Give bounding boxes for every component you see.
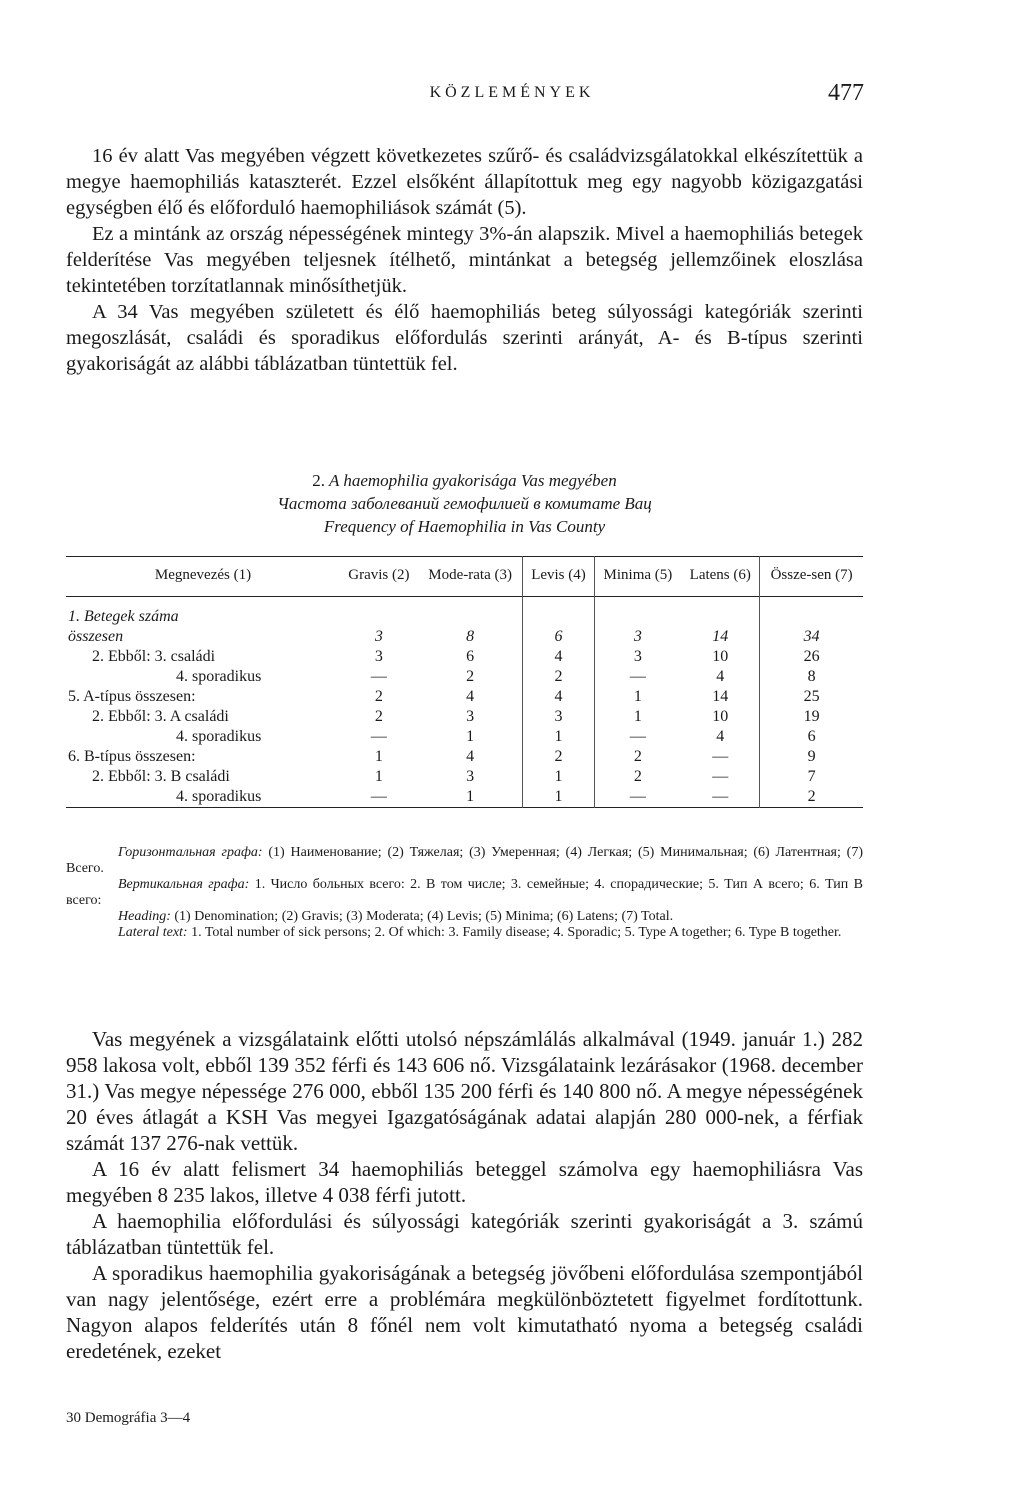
table-cell: 1 <box>466 728 475 745</box>
table-cell: — <box>712 788 729 805</box>
table-cell: 2 <box>594 747 681 767</box>
table-cell <box>340 597 418 628</box>
note-en-lateral: Lateral text: 1. Total number of sick persons; 2. Of which: 3. Family disease; 4. Sporadic; 5. Type A together; 6. Type B together. <box>118 925 842 940</box>
header-total: Össze-sen (7) <box>760 557 863 597</box>
table-caption <box>66 469 863 538</box>
table-cell: — <box>594 787 681 808</box>
table-cell: 6 <box>523 627 594 647</box>
table-cell: 2 <box>374 708 383 725</box>
table-cell: 9 <box>760 747 863 767</box>
table-cell: 3 <box>594 627 681 647</box>
table-cell: 6 <box>466 648 475 665</box>
table-cell: 3 <box>523 707 594 727</box>
table-cell: 25 <box>760 687 863 707</box>
row-label: 2. Ebből: 3. B családi <box>92 768 230 785</box>
table-cell: 4 <box>466 748 475 765</box>
table-cell: 4 <box>716 668 725 685</box>
table-row <box>66 687 863 707</box>
row-label: összesen <box>68 628 124 645</box>
frequency-table <box>66 556 863 808</box>
page-footer: 30 Demográfia 3—4 <box>66 1410 191 1426</box>
table-cell: — <box>370 668 387 685</box>
table-cell: 2 <box>760 787 863 808</box>
intro-text <box>66 143 863 377</box>
row-label: 4. sporadikus <box>176 728 262 745</box>
table-title-en: Frequency of Haemophilia in Vas County <box>323 517 606 536</box>
table-cell: 3 <box>594 647 681 667</box>
note-ru-lateral: Вертикальная графа: 1. Число больных всего: 2. В том числе; 3. семейные; 4. спорадические; 5. Тип А всего; 6. Тип В всего: <box>66 877 864 908</box>
table-cell: 8 <box>760 667 863 687</box>
table-cell <box>681 597 759 628</box>
header-gravis: Gravis (2) <box>348 567 410 583</box>
table-title: A haemophilia gyakorisága Vas megyében <box>329 471 617 490</box>
table-cell: — <box>594 727 681 747</box>
table-cell: 4 <box>716 728 725 745</box>
table-cell: — <box>370 788 387 805</box>
table-notes <box>66 845 863 941</box>
table-row <box>66 707 863 727</box>
table-cell: 2 <box>523 747 594 767</box>
table-row <box>66 647 863 667</box>
table-cell: 3 <box>466 708 475 725</box>
table-cell <box>594 597 681 628</box>
table-cell: 8 <box>466 628 475 645</box>
table-row <box>66 767 863 787</box>
table-cell: 7 <box>760 767 863 787</box>
table-cell: 1 <box>523 767 594 787</box>
row-label: 4. sporadikus <box>176 668 262 685</box>
table-cell: 1 <box>466 788 475 805</box>
table-cell <box>418 597 523 628</box>
table-cell: 26 <box>760 647 863 667</box>
table-cell: 2 <box>466 668 475 685</box>
table-row <box>66 787 863 808</box>
table-cell: 3 <box>466 768 475 785</box>
table-cell: 4 <box>523 687 594 707</box>
paragraph: A 34 Vas megyében született és élő haemophiliás beteg súlyossági kategóriák szerinti megoszlását, családi és sporadikus előfordulás szerinti arányát, A- és B-típus szerinti gyakoriságát az alábbi táblázatban tüntettük fel. <box>66 301 863 375</box>
table-row <box>66 667 863 687</box>
row-label: 6. B-típus összesen: <box>68 748 196 765</box>
table-cell: 14 <box>712 628 729 645</box>
table-cell: 3 <box>374 628 383 645</box>
table-row <box>66 627 863 647</box>
paragraph: A sporadikus haemophilia gyakoriságának a betegség jövőbeni előfordulása szempontjából van nagy jelentősége, ezért erre a problémára megkülönböztetett figyelmet fordítottunk. Nagyon alapos felderítés után 8 főnél nem volt kimutatható nyoma a betegség családi eredetének, ezeket <box>66 1261 863 1363</box>
row-label: 2. Ebből: 3. családi <box>92 648 216 665</box>
row-label: 4. sporadikus <box>176 788 262 805</box>
lower-text <box>66 1026 863 1364</box>
header-moderata: Mode-rata (3) <box>428 567 512 583</box>
paragraph: Ez a mintánk az ország népességének mintegy 3%-án alapszik. Mivel a haemophiliás betegek felderítése Vas megyében teljesnek ítélhető, mintánkat a betegség jellemzőinek eloszlása tekintetében torzítatlannak minősíthetjük. <box>66 223 863 297</box>
paragraph: Vas megyének a vizsgálataink előtti utolsó népszámlálás alkalmával (1949. január 1.) 282 958 lakosa volt, ebből 139 352 férfi és 143 606 nő. Vizsgálataink lezárásakor (1968. december 31.) Vas megye népessége 276 000, ebből 135 200 férfi és 140 800 nő. A megye népességének 20 éves átlagát a KSH Vas megyei Igazgatóságának adatai alapján 280 000-nek, a férfiak számát 137 276-nak vettük. <box>66 1027 863 1155</box>
page-number: 477 <box>828 80 864 106</box>
header-minima: Minima (5) <box>594 557 681 597</box>
table-cell: 14 <box>712 688 729 705</box>
table-cell <box>523 597 594 628</box>
table-cell: 10 <box>712 648 729 665</box>
table-cell: — <box>370 728 387 745</box>
table-cell <box>760 597 863 628</box>
table-cell: 1 <box>374 748 383 765</box>
table-cell: 6 <box>760 727 863 747</box>
table-cell: 2 <box>594 767 681 787</box>
row-label: 2. Ebből: 3. A családi <box>92 708 229 725</box>
header-levis: Levis (4) <box>523 557 594 597</box>
header-denomination: Megnevezés (1) <box>154 567 252 583</box>
table-cell: — <box>594 667 681 687</box>
table-cell: 1 <box>523 727 594 747</box>
paragraph: A haemophilia előfordulási és súlyossági kategóriák szerinti gyakoriságát a 3. számú táblázatban tüntettük fel. <box>66 1209 863 1259</box>
table-cell: 10 <box>712 708 729 725</box>
paragraph: A 16 év alatt felismert 34 haemophiliás beteggel számolva egy haemophiliásra Vas megyében 8 235 lakos, illetve 4 038 férfi jutott. <box>66 1157 863 1207</box>
table-cell: 34 <box>760 627 863 647</box>
table-row <box>66 597 863 628</box>
note-en-heading: Heading: (1) Denomination; (2) Gravis; (3) Moderata; (4) Levis; (5) Minima; (6) Latens; (7) Total. <box>118 909 674 924</box>
table-cell: 2 <box>523 667 594 687</box>
table-title-ru: Частота заболеваний гемофилией в комитате Вац <box>277 494 652 513</box>
table-cell: 19 <box>760 707 863 727</box>
table-cell: 4 <box>523 647 594 667</box>
table-cell: 1 <box>594 687 681 707</box>
table-row <box>66 727 863 747</box>
table-cell: 2 <box>374 688 383 705</box>
table-header-row <box>66 557 863 597</box>
note-ru-heading: Горизонтальная графа: (1) Наименование; (2) Тяжелая; (3) Умеренная; (4) Легкая; (5) Минимальная; (6) Латентная; (7) Всего. <box>66 845 864 876</box>
table-cell: 1 <box>374 768 383 785</box>
table-cell: 1 <box>594 707 681 727</box>
table-cell: 3 <box>374 648 383 665</box>
table-number: 2. <box>312 471 326 490</box>
paragraph: 16 év alatt Vas megyében végzett következetes szűrő- és családvizsgálatokkal elkészítettük a megye haemophiliás kataszterét. Ezzel elsőként állapítottuk meg egy nagyobb közigazgatási egységben élő és előforduló haemophiliások számát (5). <box>66 145 863 219</box>
table-cell: 4 <box>466 688 475 705</box>
table-row <box>66 747 863 767</box>
row-label: 5. A-típus összesen: <box>68 688 196 705</box>
table-cell: 1 <box>523 787 594 808</box>
table-title-hu <box>66 469 863 492</box>
row-label: 1. Betegek száma <box>68 608 179 625</box>
header-latens: Latens (6) <box>689 567 751 583</box>
table-cell: — <box>712 768 729 785</box>
running-head: KÖZLEMÉNYEK <box>429 84 595 101</box>
table-cell: — <box>712 748 729 765</box>
